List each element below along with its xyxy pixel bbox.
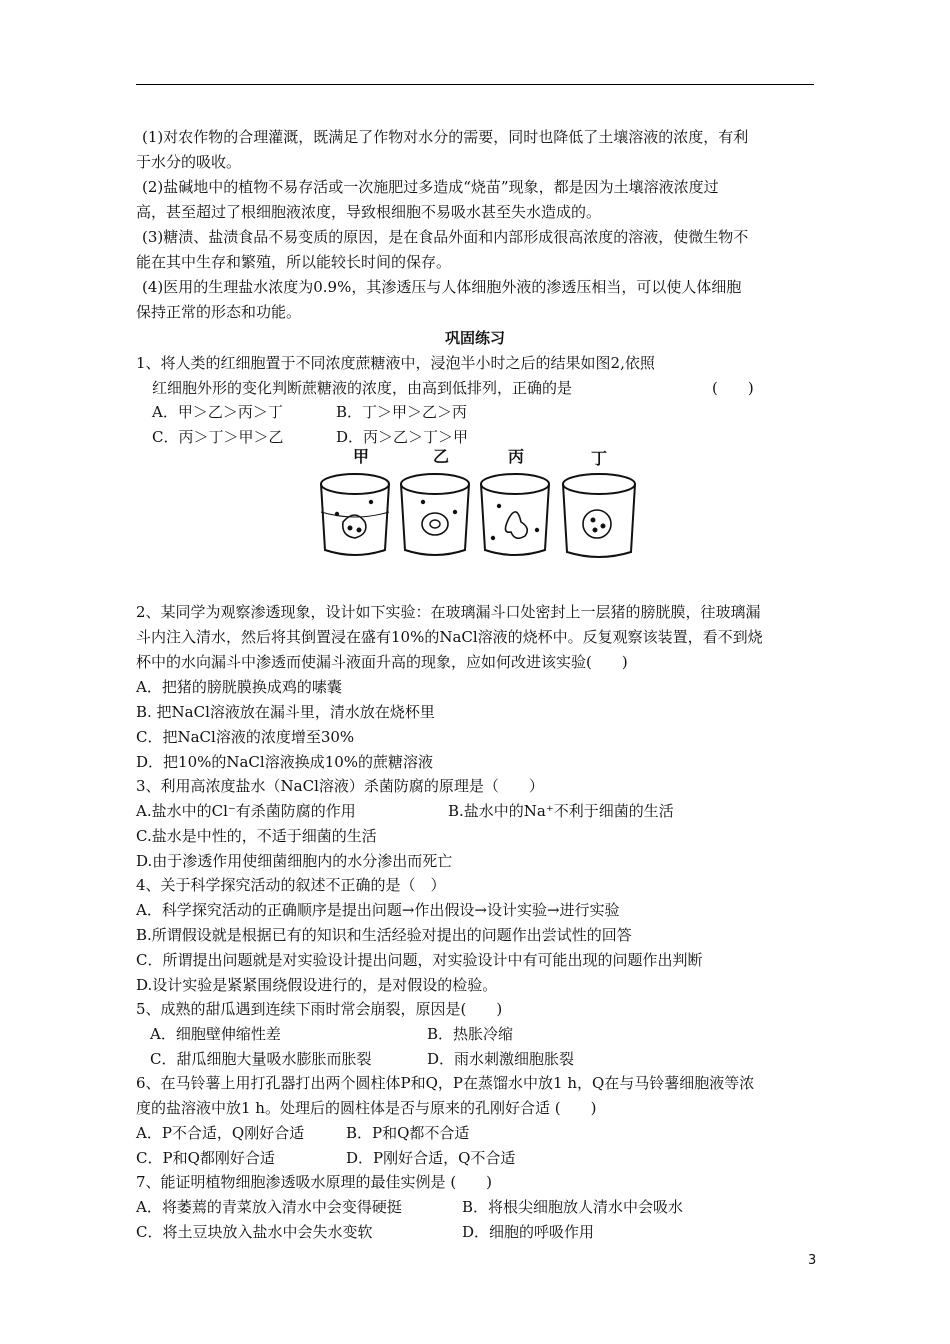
note-line: (1)对农作物的合理灌溉，既满足了作物对水分的需要，同时也降低了土壤溶液的浓度，有利 (142, 128, 749, 146)
q2-option-a: A．把猪的膀胱膜换成鸡的嗉囊 (136, 678, 342, 696)
q5-option-c: C．甜瓜细胞大量吸水膨胀而胀裂 (150, 1050, 372, 1068)
figure-label-yi: 乙 (432, 447, 450, 466)
beaker-figure (315, 442, 645, 562)
note-line: 保持正常的形态和功能。 (136, 303, 302, 321)
q1-stem: 1、将人类的红细胞置于不同浓度蔗糖液中，浸泡半小时之后的结果如图2,依照 (136, 354, 655, 372)
q2-stem: 2、某同学为观察渗透现象，设计如下实验：在玻璃漏斗口处密封上一层猪的膀胱膜，往玻璃漏 (136, 603, 761, 621)
q7-stem: 7、能证明植物细胞渗透吸水原理的最佳实例是 ( ) (136, 1173, 493, 1191)
note-line: (2)盐碱地中的植物不易存活或一次施肥过多造成“烧苗”现象，都是因为土壤溶液浓度过 (142, 178, 719, 196)
q5-option-d: D．雨水刺激细胞胀裂 (427, 1050, 575, 1068)
figure-label-ding: 丁 (590, 449, 608, 468)
q2-option-b: B. 把NaCl溶液放在漏斗里，清水放在烧杯里 (136, 703, 435, 721)
q6-stem: 6、在马铃薯上用打孔器打出两个圆柱体P和Q，P在蒸馏水中放1 h，Q在与马铃薯细胞液等浓 (136, 1074, 755, 1092)
q3-option-b: B.盐水中的Na⁺不利于细菌的生活 (448, 802, 674, 820)
q5-option-a: A．细胞壁伸缩性差 (150, 1025, 281, 1043)
q5-stem: 5、成熟的甜瓜遇到连续下雨时常会崩裂，原因是( ) (136, 1000, 503, 1018)
note-line: (3)糖渍、盐渍食品不易变质的原因，是在食品外面和内部形成很高浓度的溶液，使微生物不 (142, 228, 749, 246)
q6-option-d: D．P刚好合适，Q不合适 (346, 1149, 516, 1167)
q3-option-d: D.由于渗透作用使细菌细胞内的水分渗出而死亡 (136, 852, 453, 870)
q1-option-c: C．丙＞丁＞甲＞乙 (152, 428, 284, 446)
beaker-bing (481, 474, 549, 555)
q4-option-c: C．所谓提出问题就是对实验设计提出问题，对实验设计中有可能出现的问题作出判断 (136, 951, 703, 969)
q1-option-a: A．甲＞乙＞丙＞丁 (152, 403, 283, 421)
q3-stem: 3、利用高浓度盐水（NaCl溶液）杀菌防腐的原理是（ ） (136, 777, 544, 795)
figure-label-bing: 丙 (507, 447, 525, 466)
figure-label-jia: 甲 (352, 447, 370, 466)
note-line: 于水分的吸收。 (136, 153, 242, 171)
note-line: 高，甚至超过了根细胞液浓度，导致根细胞不易吸水甚至失水造成的。 (136, 203, 602, 221)
q7-option-a: A．将萎蔫的青菜放入清水中会变得硬挺 (136, 1198, 402, 1216)
section-title: 巩固练习 (444, 329, 505, 347)
q7-option-d: D．细胞的呼吸作用 (462, 1223, 595, 1241)
q7-option-b: B．将根尖细胞放人清水中会吸水 (462, 1198, 684, 1216)
q6-stem-cont: 度的盐溶液中放1 h。处理后的圆柱体是否与原来的孔刚好合适 ( ) (136, 1099, 597, 1117)
beaker-yi (401, 474, 469, 555)
q1-option-d: D．丙＞乙＞丁＞甲 (336, 428, 469, 446)
q6-option-b: B．P和Q都不合适 (346, 1124, 470, 1142)
beaker-ding (563, 474, 635, 557)
q2-option-d: D．把10%的NaCl溶液换成10%的蔗糖溶液 (136, 753, 434, 771)
q7-option-c: C．将土豆块放入盐水中会失水变软 (136, 1223, 373, 1241)
q1-answer-paren: ( ) (712, 379, 754, 397)
q4-stem: 4、关于科学探究活动的叙述不正确的是（ ） (136, 876, 446, 894)
q6-option-a: A．P不合适，Q刚好合适 (136, 1124, 305, 1142)
q4-option-a: A．科学探究活动的正确顺序是提出问题→作出假设→设计实验→进行实验 (136, 901, 620, 919)
note-line: 能在其中生存和繁殖，所以能较长时间的保存。 (136, 253, 452, 271)
q1-stem-cont: 红细胞外形的变化判断蔗糖液的浓度，由高到低排列，正确的是 (152, 379, 573, 397)
beaker-jia (321, 474, 389, 555)
q6-option-c: C．P和Q都刚好合适 (136, 1149, 275, 1167)
q2-stem-cont: 杯中的水向漏斗中渗透而使漏斗液面升高的现象，应如何改进该实验( ) (136, 653, 628, 671)
note-line: (4)医用的生理盐水浓度为0.9%，其渗透压与人体细胞外液的渗透压相当，可以使人体细胞 (142, 278, 742, 296)
q4-option-d: D.设计实验是紧紧围绕假设进行的，是对假设的检验。 (136, 976, 498, 994)
q3-option-c: C.盐水是中性的，不适于细菌的生活 (136, 827, 377, 845)
q4-option-b: B.所谓假设就是根据已有的知识和生活经验对提出的问题作出尝试性的回答 (136, 926, 632, 944)
q2-stem-cont: 斗内注入清水，然后将其倒置浸在盛有10%的NaCl溶液的烧杯中。反复观察该装置，看不到烧 (136, 628, 763, 646)
page-number: 3 (808, 1253, 817, 1268)
q3-option-a: A.盐水中的Cl⁻有杀菌防腐的作用 (136, 802, 356, 820)
q1-option-b: B．丁＞甲＞乙＞丙 (336, 403, 468, 421)
q2-option-c: C．把NaCl溶液的浓度增至30% (136, 728, 355, 746)
header-rule (136, 84, 814, 85)
q5-option-b: B．热胀冷缩 (427, 1025, 514, 1043)
